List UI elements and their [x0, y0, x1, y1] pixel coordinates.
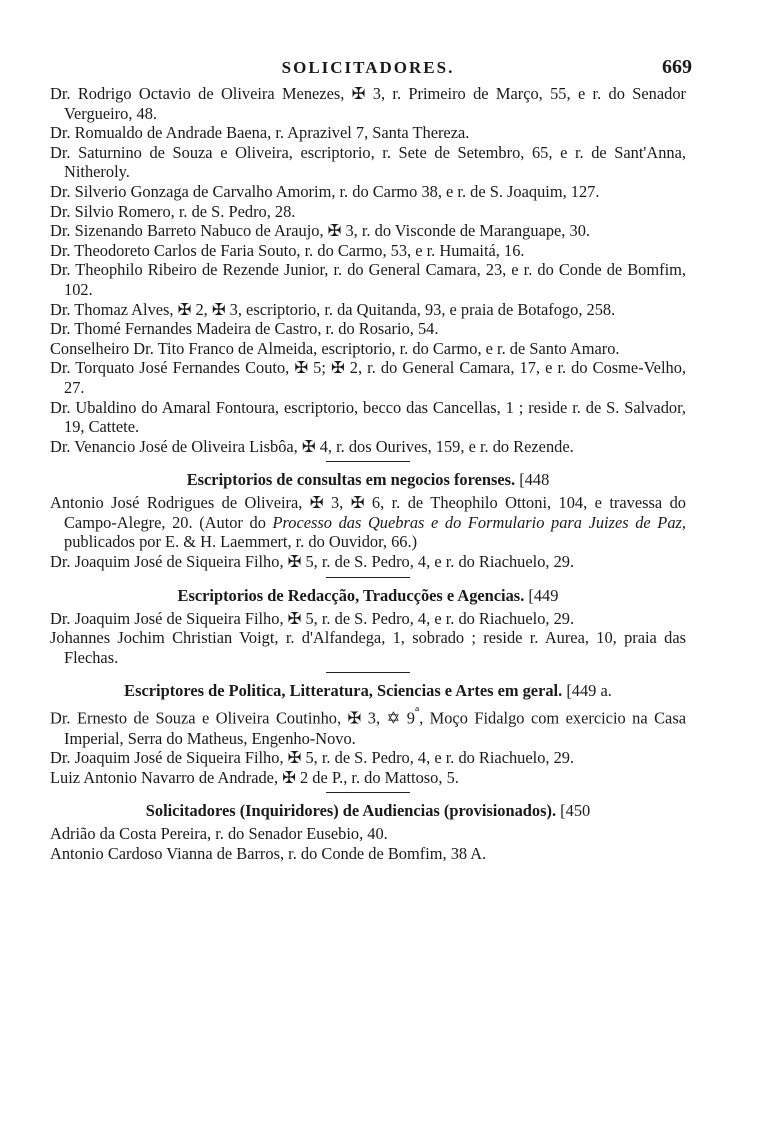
section-heading-politica	[50, 681, 686, 701]
entry-text: Dr. Ernesto de Souza e Oliveira Coutinho, ✠ 3, ✡ 9	[50, 708, 415, 728]
list-item: Dr. Thomé Fernandes Madeira de Castro, r. do Rosario, 54.	[50, 319, 439, 339]
list-item: Dr. Venancio José de Oliveira Lisbôa, ✠ 4, r. dos Ourives, 159, e r. do Rezende.	[50, 436, 574, 456]
section-number: [448	[519, 470, 550, 490]
section-heading-redaccao	[50, 586, 686, 606]
list-item: Adrião da Costa Pereira, r. do Senador Eusebio, 40.	[50, 824, 388, 844]
solicitadores-list	[50, 84, 686, 456]
list-item: Dr. Romualdo de Andrade Baena, r. Aprazivel 7, Santa Thereza.	[50, 123, 470, 143]
entry-text: publicados por E. & H. Laemmert, r. do Ouvidor, 66.)	[64, 532, 418, 552]
book-title: Processo das Quebras e do Formulario para Juizes de Paz,	[272, 512, 686, 532]
list-item: Antonio Cardoso Vianna de Barros, r. do Conde de Bomfim, 38 A.	[50, 843, 487, 863]
list-item: Dr. Saturnino de Souza e Oliveira, escriptorio, r. Sete de Setembro, 65, e r. de Sant'Anna, Nitheroly.	[50, 142, 686, 182]
ordinal-mark: ª	[414, 705, 420, 722]
list-item	[50, 704, 686, 748]
list-item: Dr. Theophilo Ribeiro de Rezende Junior, r. do General Camara, 23, e r. do Conde de Bomfim, 102.	[50, 260, 686, 299]
page-number: 669	[662, 56, 692, 78]
running-head	[50, 56, 692, 84]
section-divider	[326, 577, 410, 578]
list-item: Conselheiro Dr. Tito Franco de Almeida, escriptorio, r. do Carmo, e r. de Santo Amaro.	[50, 338, 620, 358]
list-item: Dr. Thomaz Alves, ✠ 2, ✠ 3, escriptorio, r. da Quitanda, 93, e praia de Botafogo, 258.	[50, 299, 616, 319]
list-item: Dr. Ubaldino do Amaral Fontoura, escriptorio, becco das Cancellas, 1 ; reside r. de S. Salvador, 19, Cattete.	[50, 397, 686, 437]
list-item: Dr. Sizenando Barreto Nabuco de Araujo, ✠ 3, r. do Visconde de Maranguape, 30.	[50, 221, 590, 241]
section-divider	[326, 672, 410, 673]
list-item: Dr. Joaquim José de Siqueira Filho, ✠ 5, r. de S. Pedro, 4, e r. do Riachuelo, 29.	[50, 552, 575, 572]
entry-text: , Moço Fidalgo com exercicio na Casa Imperial, Serra do Matheus, Engenho-Novo.	[64, 708, 686, 748]
section-number: [449	[528, 585, 559, 605]
section-divider	[326, 461, 410, 462]
list-item: Johannes Jochim Christian Voigt, r. d'Alfandega, 1, sobrado ; reside r. Aurea, 10, praia das Flechas.	[50, 628, 686, 667]
running-head-title: SOLICITADORES.	[281, 58, 455, 77]
list-item: Dr. Theodoreto Carlos de Faria Souto, r. do Carmo, 53, e r. Humaitá, 16.	[50, 240, 525, 260]
list-item: Dr. Silverio Gonzaga de Carvalho Amorim, r. do Carmo 38, e r. de S. Joaquim, 127.	[50, 181, 600, 201]
list-item: Luiz Antonio Navarro de Andrade, ✠ 2 de P., r. do Mattoso, 5.	[50, 767, 459, 787]
list-item	[50, 493, 686, 552]
section-title: Solicitadores (Inquiridores) de Audiencias (provisionados).	[145, 801, 557, 821]
section-title: Escriptores de Politica, Litteratura, Sciencias e Artes em geral.	[124, 681, 563, 701]
section-heading-inquiridores	[50, 801, 686, 821]
section-title: Escriptorios de Redacção, Traducções e Agencias.	[177, 585, 525, 605]
list-item: Dr. Joaquim José de Siqueira Filho, ✠ 5, r. de S. Pedro, 4, e r. do Riachuelo, 29.	[50, 608, 575, 628]
section-heading-consultas	[50, 470, 686, 490]
section-number: [449 a.	[566, 681, 612, 701]
section-divider	[326, 792, 410, 793]
list-item: Dr. Rodrigo Octavio de Oliveira Menezes, ✠ 3, r. Primeiro de Março, 55, e r. do Senador Vergueiro, 48.	[50, 84, 686, 123]
section-title: Escriptorios de consultas em negocios forenses.	[186, 470, 516, 490]
section-number: [450	[560, 801, 591, 821]
entry-text: Antonio José Rodrigues de Oliveira, ✠ 3, ✠ 6, r. de Theophilo Ottoni, 104, e travessa do Campo-Alegre, 20. (Autor do	[50, 493, 686, 532]
list-item: Dr. Torquato José Fernandes Couto, ✠ 5; ✠ 2, r. do General Camara, 17, e r. do Cosme-Velho, 27.	[50, 358, 686, 397]
list-item: Dr. Silvio Romero, r. de S. Pedro, 28.	[50, 201, 296, 221]
list-item: Dr. Joaquim José de Siqueira Filho, ✠ 5, r. de S. Pedro, 4, e r. do Riachuelo, 29.	[50, 748, 575, 768]
